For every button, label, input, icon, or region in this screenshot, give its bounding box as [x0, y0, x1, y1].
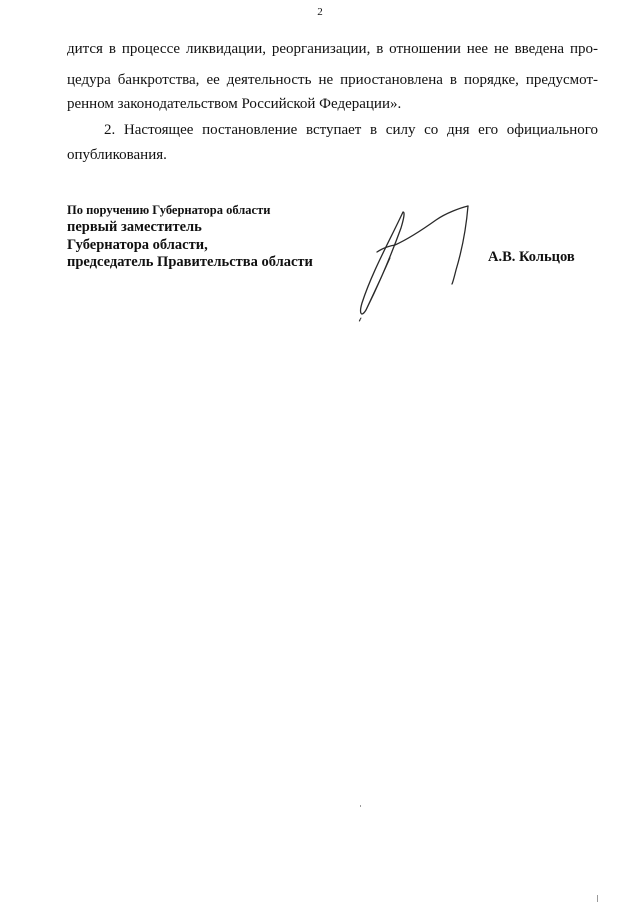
body-line: цедура банкротства, ее деятельность не приостановлена в порядке, предусмот- — [67, 72, 598, 88]
body-line: дится в процессе ликвидации, реорганизации, в отношении нее не введена про- — [67, 41, 598, 57]
body-line: опубликования. — [67, 147, 167, 163]
scan-speck — [597, 895, 598, 902]
signer-name: А.В. Кольцов — [488, 249, 575, 265]
body-line: 2. Настоящее постановление вступает в силу со дня его официального — [104, 122, 598, 138]
handwritten-signature — [350, 200, 480, 325]
signer-title-line: председатель Правительства области — [67, 254, 313, 270]
on-behalf-line: По поручению Губернатора области — [67, 203, 271, 217]
page-number: 2 — [317, 6, 323, 18]
signer-title-line: первый заместитель — [67, 219, 202, 235]
scan-speck — [360, 805, 361, 807]
signer-title-line: Губернатора области, — [67, 237, 208, 253]
body-line: ренном законодательством Российской Федерации». — [67, 96, 402, 112]
